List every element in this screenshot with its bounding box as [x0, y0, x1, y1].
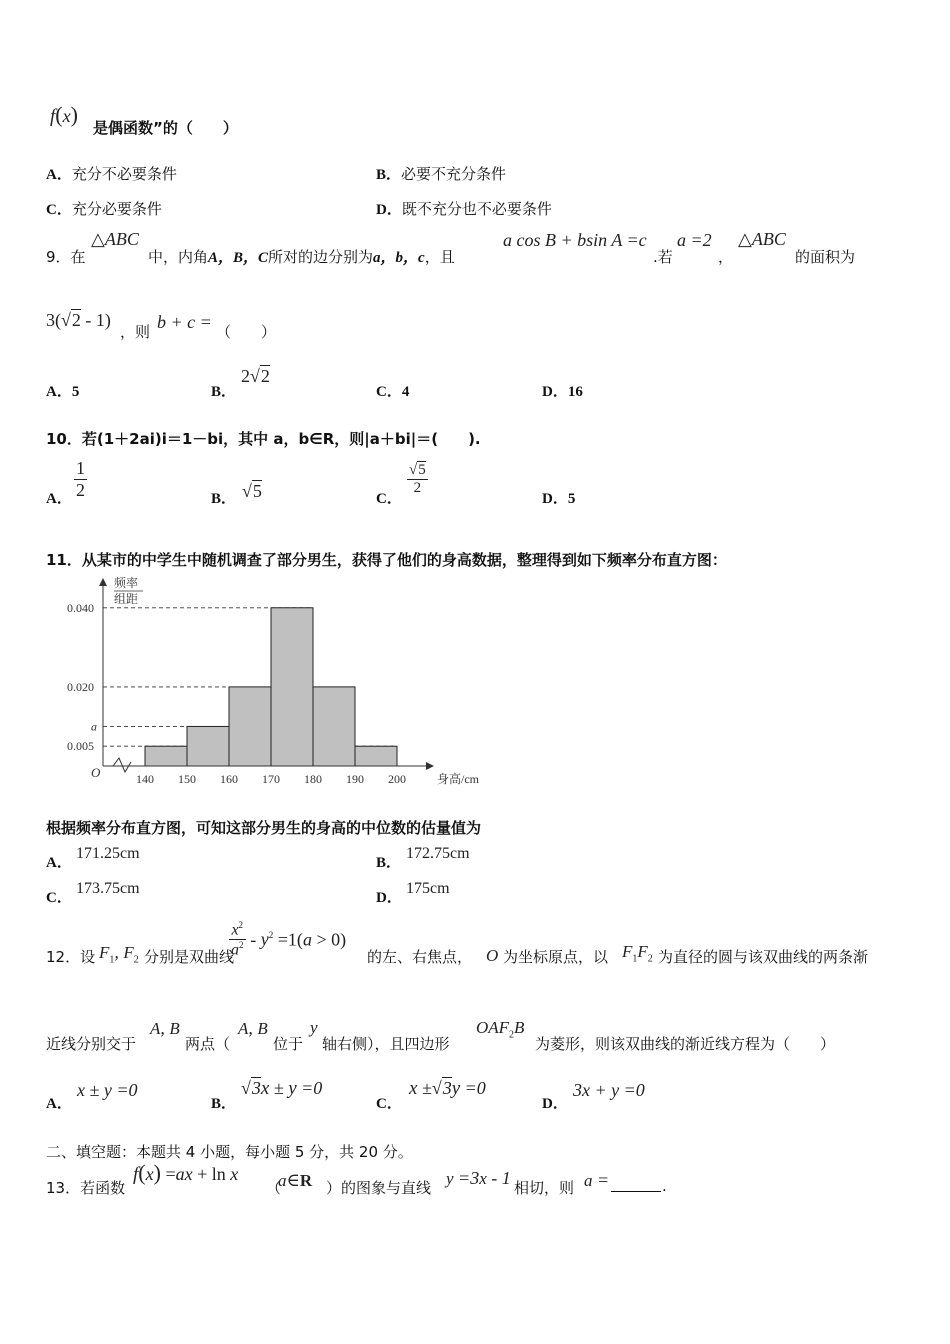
q13-answer-blank[interactable] — [611, 1178, 661, 1196]
axis-break — [113, 758, 131, 772]
q10-option-d: D．5 — [542, 491, 576, 507]
q8-stem: f(x) — [50, 102, 78, 127]
x-tick-label: 180 — [304, 772, 322, 786]
q13-a-eq: a = — [584, 1170, 610, 1190]
q9-condition-formula: a cos B + bsin A =c — [503, 230, 647, 250]
q13-num: 13．若函数 — [46, 1179, 126, 1197]
points-ab: A, B — [150, 1018, 180, 1038]
y-tick-label: 0.005 — [67, 739, 94, 754]
q12-option-d: D． — [542, 1096, 568, 1112]
section2-heading: 二、填空题：本题共 4 小题，每小题 5 分，共 20 分。 — [46, 1143, 413, 1161]
quadrilateral-oaf2b: $OAF_2B$ — [476, 1018, 525, 1041]
q12-text9: 为菱形，则该双曲线的渐近线方程为（ ） — [535, 1035, 836, 1053]
q9-num: 9．在 — [46, 248, 86, 266]
origin-label: O — [91, 765, 101, 780]
q11-option-a: A． — [46, 855, 72, 871]
q12-num: 12．设 — [46, 948, 96, 966]
q10-option-a-formula: $\frac{1}{2}$ — [76, 458, 85, 500]
q9-b-plus-c: b + c = — [157, 312, 212, 332]
q8-option-c: C．充分必要条件 — [46, 200, 162, 218]
q13-period: . — [662, 1177, 667, 1195]
histogram-bar-190-200 — [355, 746, 397, 766]
q9-text1: 中，内角A，B，C所对的边分别为a，b，c，且 — [148, 248, 455, 266]
q12-option-c: C． — [376, 1096, 402, 1112]
q10-option-b-formula: √5 — [242, 481, 262, 501]
q12-text5: 近线分别交于 — [46, 1035, 137, 1053]
q9-text5: （ ） — [216, 323, 277, 341]
x-axis-label: 身高/cm — [437, 772, 479, 786]
y-axis-label-top: 频率 — [114, 576, 139, 590]
q10-option-b: B． — [211, 491, 237, 507]
x-tick-label: 170 — [262, 772, 280, 786]
q9-text2: .若 — [653, 248, 673, 266]
y-axis-var: y — [310, 1018, 318, 1037]
q13-line-formula: y =3x - 1 — [446, 1168, 511, 1188]
histogram-bar-160-170 — [229, 687, 271, 766]
x-tick-label: 140 — [136, 772, 154, 786]
q11-option-a-value: 171.25cm — [76, 845, 140, 862]
triangle-abc-2: △ABC — [738, 229, 786, 249]
q8-option-d: D．既不充分也不必要条件 — [376, 200, 552, 218]
q10-stem: 10．若(1＋2ai)i＝1－bi，其中 a，b∈R，则|a＋bi|＝( ). — [46, 430, 481, 448]
q9-text3: 的面积为 — [795, 248, 856, 266]
x-tick-label: 160 — [220, 772, 238, 786]
q12-option-a: A． — [46, 1096, 72, 1112]
q12-f1f2: $F_1F_2$ — [622, 942, 653, 965]
q12-option-d-formula: 3x + y =0 — [573, 1080, 645, 1100]
x-tick-label: 200 — [388, 772, 406, 786]
q12-option-a-formula: x ± y =0 — [77, 1080, 138, 1100]
q11-option-d-value: 175cm — [406, 880, 450, 897]
q11-option-c: C． — [46, 890, 72, 906]
histogram-chart — [55, 572, 495, 792]
q8-option-a: A．充分不必要条件 — [46, 165, 177, 183]
q12-option-c-formula: x ±√3y =0 — [409, 1078, 486, 1099]
y-tick-label: 0.040 — [67, 600, 94, 615]
x-tick-label: 190 — [346, 772, 364, 786]
q12-text7: 位于 — [273, 1035, 304, 1053]
q12-text4: 为直径的圆与该双曲线的两条渐 — [658, 948, 869, 966]
q12-hyperbola-formula: $\frac{x^2}{a^2}$ - $y^2 =1(a > 0)$ — [231, 920, 347, 959]
histogram-bar-170-180 — [271, 608, 313, 766]
q8-stem-text: 是偶函数”的（ ） — [93, 119, 238, 137]
q9-comma: ， — [718, 248, 734, 266]
q10-option-c: C． — [376, 491, 402, 507]
y-tick-label: 0.020 — [67, 679, 94, 694]
q11-question: 根据频率分布直方图，可知这部分男生的身高的中位数的估量值为 — [46, 819, 482, 837]
q8-option-b: B．必要不充分条件 — [376, 165, 507, 183]
origin-o: O — [486, 946, 499, 965]
q9-a-eq-2: a =2 — [677, 230, 712, 250]
y-axis-label-bottom: 组距 — [114, 592, 139, 606]
q9-area-formula: 3(√2 - 1) — [46, 310, 111, 330]
q12-text6: 两点（ — [185, 1035, 231, 1053]
q9-text4: ，则 — [120, 323, 151, 341]
q9-option-a: A．5 — [46, 384, 80, 400]
q12-text8: 轴右侧），且四边形 — [322, 1035, 450, 1053]
q13-text3: 相切，则 — [514, 1179, 575, 1197]
q9-option-b: B． — [211, 384, 237, 400]
q12-foci: $F_1$, $F_2$ — [99, 942, 139, 966]
x-tick-label: 150 — [178, 772, 196, 786]
q12-text3: 为坐标原点，以 — [503, 948, 609, 966]
q11-option-b-value: 172.75cm — [406, 845, 470, 862]
q12-text1: 分别是双曲线 — [144, 948, 235, 966]
histogram-bar-180-190 — [313, 687, 355, 766]
q9-option-d: D．16 — [542, 384, 583, 400]
triangle-abc: △ABC — [91, 229, 139, 249]
q11-option-c-value: 173.75cm — [76, 880, 140, 897]
y-tick-label: a — [91, 719, 97, 734]
histogram-bar-140-150 — [145, 746, 187, 766]
q13-domain: a∈R — [278, 1170, 313, 1190]
q13-text1: （ — [266, 1179, 282, 1197]
points-ab-2: A, B — [238, 1018, 268, 1038]
histogram-bar-150-160 — [187, 726, 229, 766]
q10-option-c-formula: $\frac{√5}{2}$ — [409, 462, 426, 496]
q12-option-b: B． — [211, 1096, 237, 1112]
q11-stem: 11．从某市的中学生中随机调查了部分男生，获得了他们的身高数据，整理得到如下频率分布直方图： — [46, 551, 727, 569]
q13-function-formula: f(x) =ax + ln x — [133, 1160, 239, 1185]
q9-option-c: C．4 — [376, 384, 410, 400]
q13-text2: ）的图象与直线 — [326, 1179, 432, 1197]
q11-option-d: D． — [376, 890, 402, 906]
fx-formula: f — [50, 106, 56, 127]
q11-option-b: B． — [376, 855, 402, 871]
q12-option-b-formula: √3x ± y =0 — [241, 1078, 323, 1099]
q9-option-b-formula: 2√2 — [241, 366, 270, 386]
q12-text2: 的左、右焦点， — [367, 948, 473, 966]
q10-option-a: A． — [46, 491, 72, 507]
